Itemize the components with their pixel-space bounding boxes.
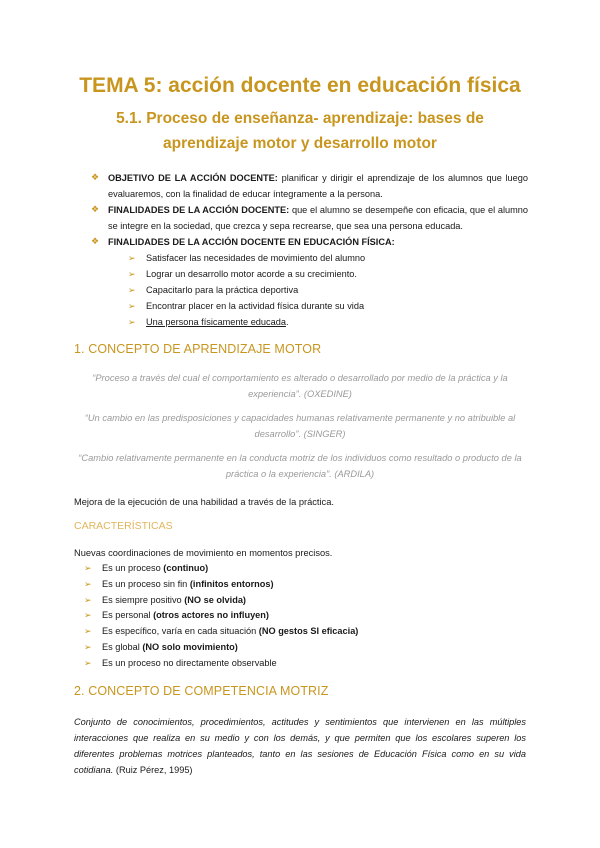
characteristic-bold: (otros actores no influyen) [153,610,269,621]
ef-goals-list [128,250,508,330]
characteristic-text: Es un proceso no directamente observable [102,657,277,668]
section-heading-motor-learning: 1. CONCEPTO DE APRENDIZAJE MOTOR [74,342,322,356]
objective-item [88,170,528,202]
definition-citation: (Ruiz Pérez, 1995) [113,765,193,775]
quote-oxedine: “Proceso a través del cual el comportamiento es alterado o desarrollado por medio de la práctica y la experiencia”. (OXEDINE) [92,373,508,399]
arrow-bullet-icon: ➢ [84,578,92,589]
characteristic-bold: (NO solo movimiento) [142,641,238,652]
diamond-bullet-icon: ❖ [91,204,100,214]
objective-item [88,234,528,250]
characteristic-text: Es un proceso [102,563,164,573]
characteristic-item [84,656,504,672]
ef-goal-underlined-text: Una persona físicamente educada [146,317,286,327]
page-title: TEMA 5: acción docente en educación física [79,74,521,97]
section-heading-motor-competence: 2. CONCEPTO DE COMPETENCIA MOTRIZ [74,684,329,698]
arrow-bullet-icon: ➢ [128,301,136,311]
characteristics-list [84,561,504,672]
characteristic-text: Es específico, varía en cada situación [102,626,259,637]
characteristic-bold: (NO se olvida) [184,594,246,605]
objective-label: FINALIDADES DE LA ACCIÓN DOCENTE EN EDUCACIÓN FÍSICA: [108,237,395,247]
diamond-bullet-icon: ❖ [91,236,100,246]
definition-text: Conjunto de conocimientos, procedimientos, actitudes y sentimientos que intervienen en las múltiples interacciones que realiza en su medio y con los demás, y que permiten que los escolares superen los diferentes problemas motrices planteados, tanto en las sesiones de Educación Física como en su vida cotidiana. [74,717,526,775]
objectives-list [88,170,528,250]
objective-text: planificar y dirigir el aprendizaje de los alumnos que luego evaluaremos, con la finalidad de educar íntegramente a la persona. [108,173,528,199]
objective-item [88,202,528,234]
ef-goal-item [128,314,508,330]
objective-text: que el alumno se desempeñe con eficacia, que el alumno se integre en la sociedad, que crezca y sepa recrearse, que sea una persona educada. [108,205,528,231]
characteristics-intro: Nuevas coordinaciones de movimiento en momentos precisos. [74,548,333,558]
ef-goal-item [128,298,508,314]
characteristic-item [84,561,504,577]
arrow-bullet-icon: ➢ [84,563,92,573]
ef-goal-item [128,266,508,282]
arrow-bullet-icon: ➢ [84,641,92,652]
page-subtitle: 5.1. Proceso de enseñanza- aprendizaje: bases de aprendizaje motor y desarrollo motor [116,110,484,152]
ef-goal-text: Encontrar placer en la actividad física durante su vida [146,301,365,311]
ef-goal-item [128,282,508,298]
ef-goal-text: Lograr un desarrollo motor acorde a su crecimiento. [146,269,357,279]
characteristic-bold: (infinitos entornos) [189,578,274,589]
arrow-bullet-icon: ➢ [84,626,92,637]
motor-learning-summary: Mejora de la ejecución de una habilidad a través de la práctica. [74,497,334,507]
characteristics-heading: CARACTERÍSTICAS [74,520,173,532]
objective-label: FINALIDADES DE LA ACCIÓN DOCENTE: [108,205,290,215]
objective-label: OBJETIVO DE LA ACCIÓN DOCENTE: [108,173,278,183]
ef-goal-suffix: . [285,317,289,327]
diamond-bullet-icon: ❖ [91,172,100,182]
ef-goal-text: Satisfacer las necesidades de movimiento del alumno [146,253,366,263]
arrow-bullet-icon: ➢ [84,657,92,668]
arrow-bullet-icon: ➢ [128,317,136,327]
characteristic-item [84,608,504,624]
characteristic-text: Es global [102,641,143,652]
arrow-bullet-icon: ➢ [84,610,92,621]
arrow-bullet-icon: ➢ [84,594,92,605]
characteristic-item [84,624,504,640]
ef-goal-text: Capacitarlo para la práctica deportiva [146,285,299,295]
arrow-bullet-icon: ➢ [128,269,136,279]
characteristic-bold: (continuo) [163,563,209,573]
ef-goal-item [128,250,508,266]
quote-ardila: “Cambio relativamente permanente en la conducta motriz de los individuos como resultado o producto de la práctica o la experiencia”. (ARDILA) [78,453,522,479]
characteristic-text: Es siempre positivo [102,594,185,605]
arrow-bullet-icon: ➢ [128,253,136,263]
motor-competence-definition [74,714,526,778]
arrow-bullet-icon: ➢ [128,285,136,295]
characteristic-item [84,593,504,609]
characteristic-item [84,640,504,656]
quote-singer: “Un cambio en las predisposiciones y capacidades humanas relativamente permanente y no atribuible al desarrollo”. (SINGER) [84,413,516,439]
characteristic-text: Es personal [102,610,154,621]
characteristic-bold: (NO gestos SI eficacia) [258,626,359,637]
characteristic-text: Es un proceso sin fin [102,578,190,589]
characteristic-item [84,577,504,593]
